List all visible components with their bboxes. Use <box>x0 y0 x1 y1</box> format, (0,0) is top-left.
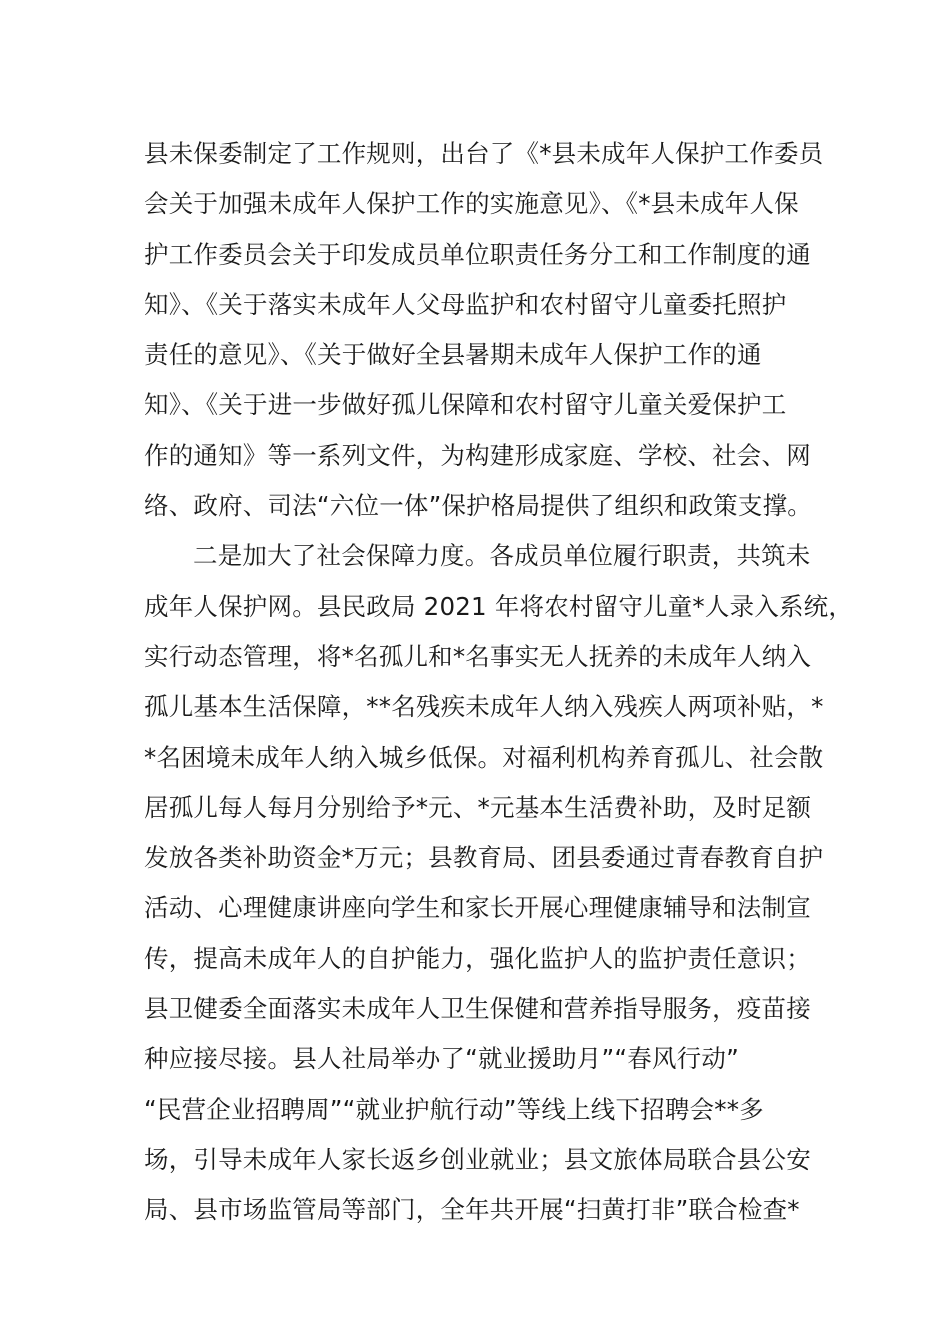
text-line: 县卫健委全面落实未成年人卫生保健和营养指导服务，疫苗接 <box>144 994 811 1024</box>
text-line: 种应接尽接。县人社局举办了“就业援助月”“春风行动” <box>144 1044 739 1074</box>
text-line: 会关于加强未成年人保护工作的实施意见》、《*县未成年人保 <box>144 189 799 219</box>
text-line: 作的通知》等一系列文件，为构建形成家庭、学校、社会、网 <box>144 440 811 470</box>
text-line: 发放各类补助资金*万元；县教育局、团县委通过青春教育自护 <box>144 843 824 873</box>
text-line: 局、县市场监管局等部门，全年共开展“扫黄打非”联合检查* <box>144 1195 800 1225</box>
text-line: 居孤儿每人每月分别给予*元、*元基本生活费补助，及时足额 <box>144 792 812 822</box>
text-line: “民营企业招聘周”“就业护航行动”等线上线下招聘会**多 <box>144 1094 764 1124</box>
text-line: 活动、心理健康讲座向学生和家长开展心理健康辅导和法制宣 <box>144 893 811 923</box>
text-line: 成年人保护网。县民政局 2021 年将农村留守儿童*人录入系统， <box>144 591 854 621</box>
text-line: 责任的意见》、《关于做好全县暑期未成年人保护工作的通 <box>144 340 762 370</box>
text-line: 络、政府、司法“六位一体”保护格局提供了组织和政策支撑。 <box>144 491 812 521</box>
text-line: 实行动态管理，将*名孤儿和*名事实无人抚养的未成年人纳入 <box>144 641 812 671</box>
text-line: 知》、《关于进一步做好孤儿保障和农村留守儿童关爱保护工 <box>144 390 787 420</box>
text-line: *名困境未成年人纳入城乡低保。对福利机构养育孤儿、社会散 <box>144 742 824 772</box>
paragraph-start-line: 二是加大了社会保障力度。各成员单位履行职责，共筑未 <box>193 541 811 571</box>
text-line: 护工作委员会关于印发成员单位职责任务分工和工作制度的通 <box>144 239 811 269</box>
text-line: 知》、《关于落实未成年人父母监护和农村留守儿童委托照护 <box>144 289 787 319</box>
text-line: 县未保委制定了工作规则，出台了《*县未成年人保护工作委员 <box>144 139 824 168</box>
text-line: 孤儿基本生活保障，**名残疾未成年人纳入残疾人两项补贴，* <box>144 692 824 722</box>
text-line: 场，引导未成年人家长返乡创业就业；县文旅体局联合县公安 <box>144 1144 811 1174</box>
text-line: 传，提高未成年人的自护能力，强化监护人的监护责任意识； <box>144 943 811 973</box>
document-page <box>144 129 854 1236</box>
